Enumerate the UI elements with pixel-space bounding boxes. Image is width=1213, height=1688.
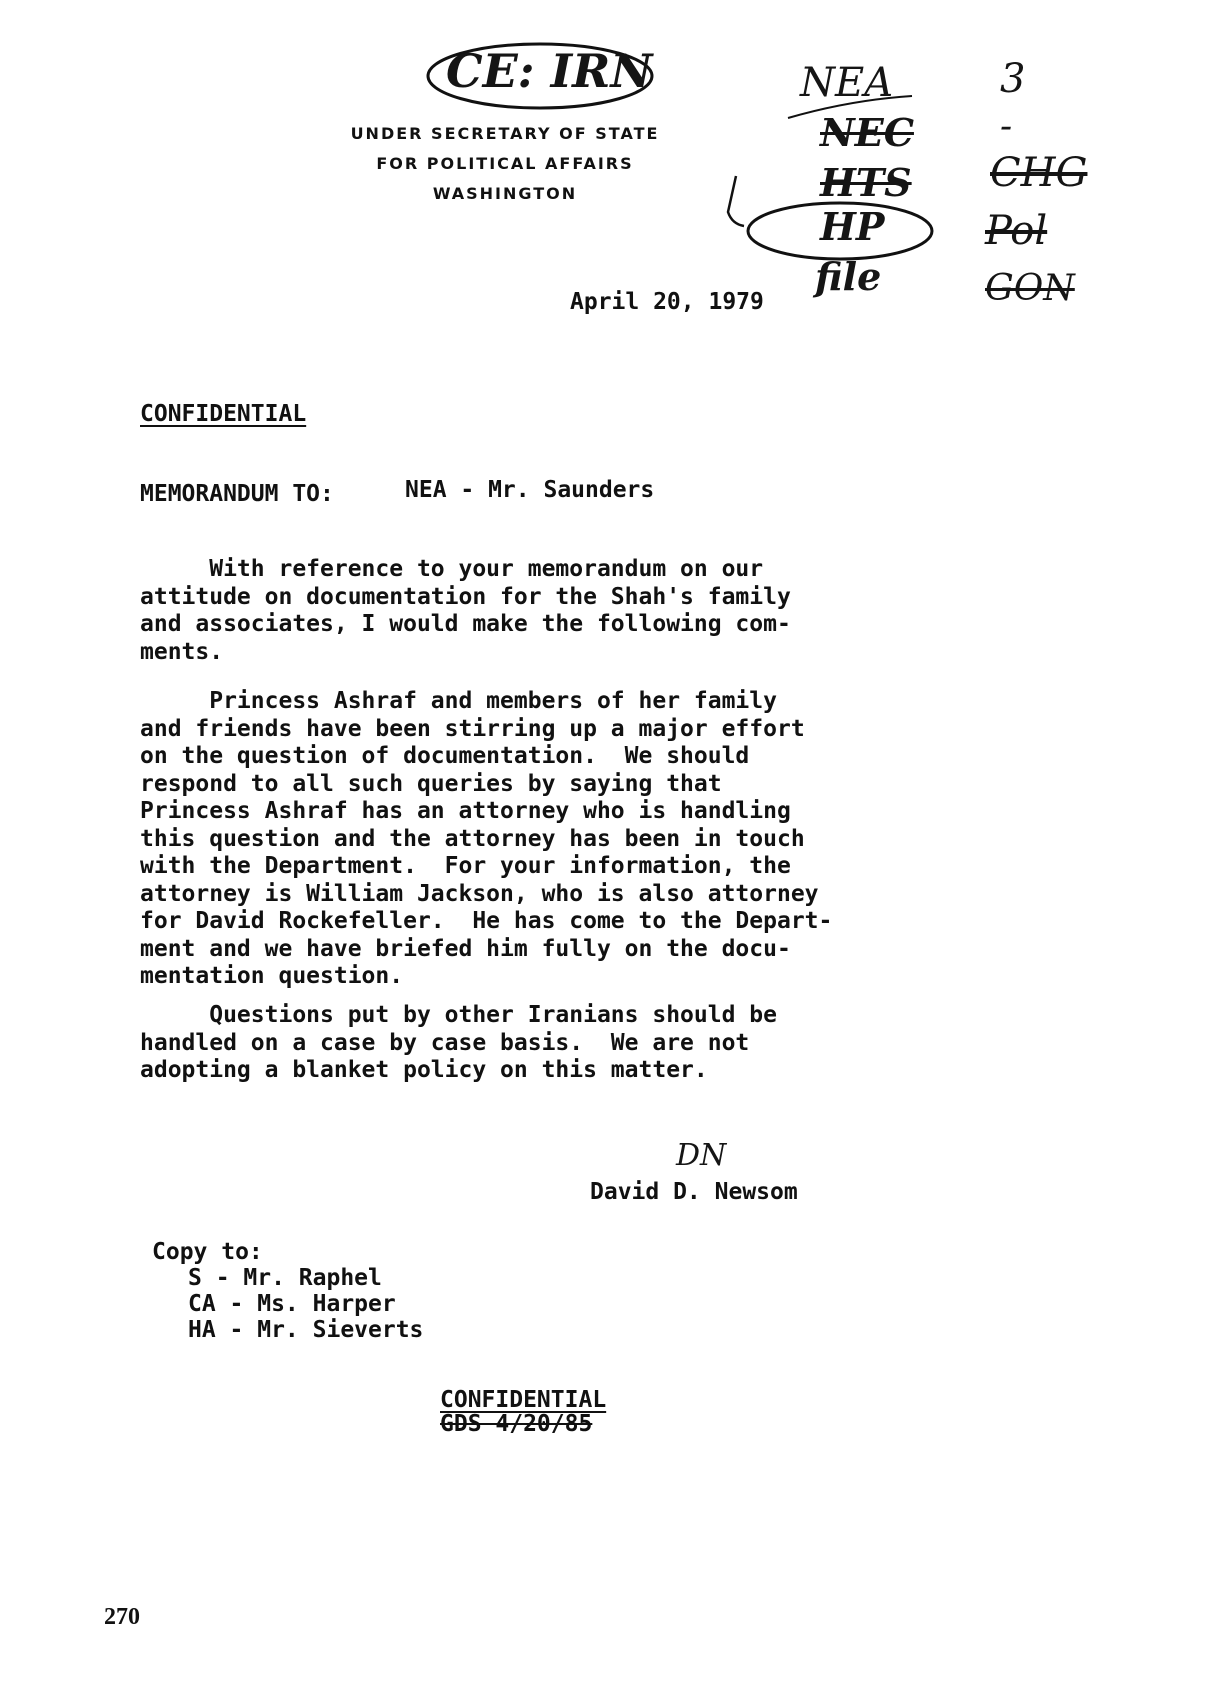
- body-line: this question and the attorney has been in touch: [140, 825, 805, 852]
- body-line: and friends have been stirring up a major effort: [140, 715, 805, 742]
- body-line: on the question of documentation. We should: [140, 743, 750, 769]
- routing-file: file: [815, 254, 882, 299]
- routing-nec: NEC: [820, 110, 914, 155]
- body-line: ments.: [140, 638, 224, 665]
- annotation-gon: GON: [985, 268, 1075, 309]
- body-line: Princess Ashraf has an attorney who is handling: [140, 798, 791, 824]
- copy-label: Copy to:: [152, 1239, 263, 1265]
- body-line: for David Rockefeller. He has come to the Depart-: [140, 908, 833, 934]
- file-stamp-text: CE: IRN: [446, 44, 653, 98]
- annotation-dash: -: [1000, 106, 1013, 147]
- copy-recipient: CA - Ms. Harper: [188, 1291, 396, 1317]
- body-line: attitude on documentation for the Shah's family: [140, 583, 791, 610]
- signature-initials: DN: [676, 1138, 727, 1173]
- copy-recipient: S - Mr. Raphel: [188, 1265, 382, 1291]
- signature-name: David D. Newsom: [590, 1179, 798, 1205]
- routing-hts: HTS: [820, 160, 912, 205]
- body-line: ment and we have briefed him fully on the docu-: [140, 935, 791, 962]
- body-line: mentation question.: [140, 963, 404, 989]
- body-line: and associates, I would make the following com-: [140, 611, 791, 637]
- body-paragraph-3: [140, 1002, 1040, 1085]
- letterhead-line3: WASHINGTON: [432, 184, 578, 203]
- page-number: 270: [104, 1604, 140, 1630]
- memo-date: April 20, 1979: [570, 289, 764, 315]
- declassification-line: GDS 4/20/85: [440, 1411, 593, 1437]
- memo-to-value: NEA - Mr. Saunders: [405, 477, 655, 503]
- body-line: handled on a case by case basis. We are not: [140, 1029, 750, 1056]
- routing-bracket-mark: [718, 172, 748, 232]
- annotation-pol: Pol: [985, 208, 1048, 254]
- body-paragraph-2: [140, 688, 1040, 991]
- annotation-chg: CHG: [990, 150, 1088, 196]
- body-line: Princess Ashraf and members of her family: [140, 688, 777, 714]
- classification-top: CONFIDENTIAL: [140, 401, 307, 427]
- body-paragraph-1: [140, 556, 1040, 666]
- routing-hp: HP: [820, 204, 885, 249]
- classification-bottom: CONFIDENTIAL: [440, 1387, 607, 1413]
- annotation-numeral: 3: [1000, 56, 1026, 102]
- copy-recipient: HA - Mr. Sieverts: [188, 1317, 424, 1343]
- body-line: attorney is William Jackson, who is also attorney: [140, 880, 819, 907]
- body-line: respond to all such queries by saying that: [140, 770, 722, 797]
- routing-nea: NEA: [800, 60, 894, 106]
- body-line: with the Department. For your information, the: [140, 853, 791, 879]
- letterhead-line2: FOR POLITICAL AFFAIRS: [376, 154, 634, 173]
- memo-to-label: MEMORANDUM TO:: [140, 481, 334, 507]
- letterhead-line1: UNDER SECRETARY OF STATE: [350, 124, 660, 143]
- body-line: adopting a blanket policy on this matter.: [140, 1057, 708, 1083]
- body-line: With reference to your memorandum on our: [140, 556, 764, 582]
- body-line: Questions put by other Iranians should be: [140, 1002, 777, 1028]
